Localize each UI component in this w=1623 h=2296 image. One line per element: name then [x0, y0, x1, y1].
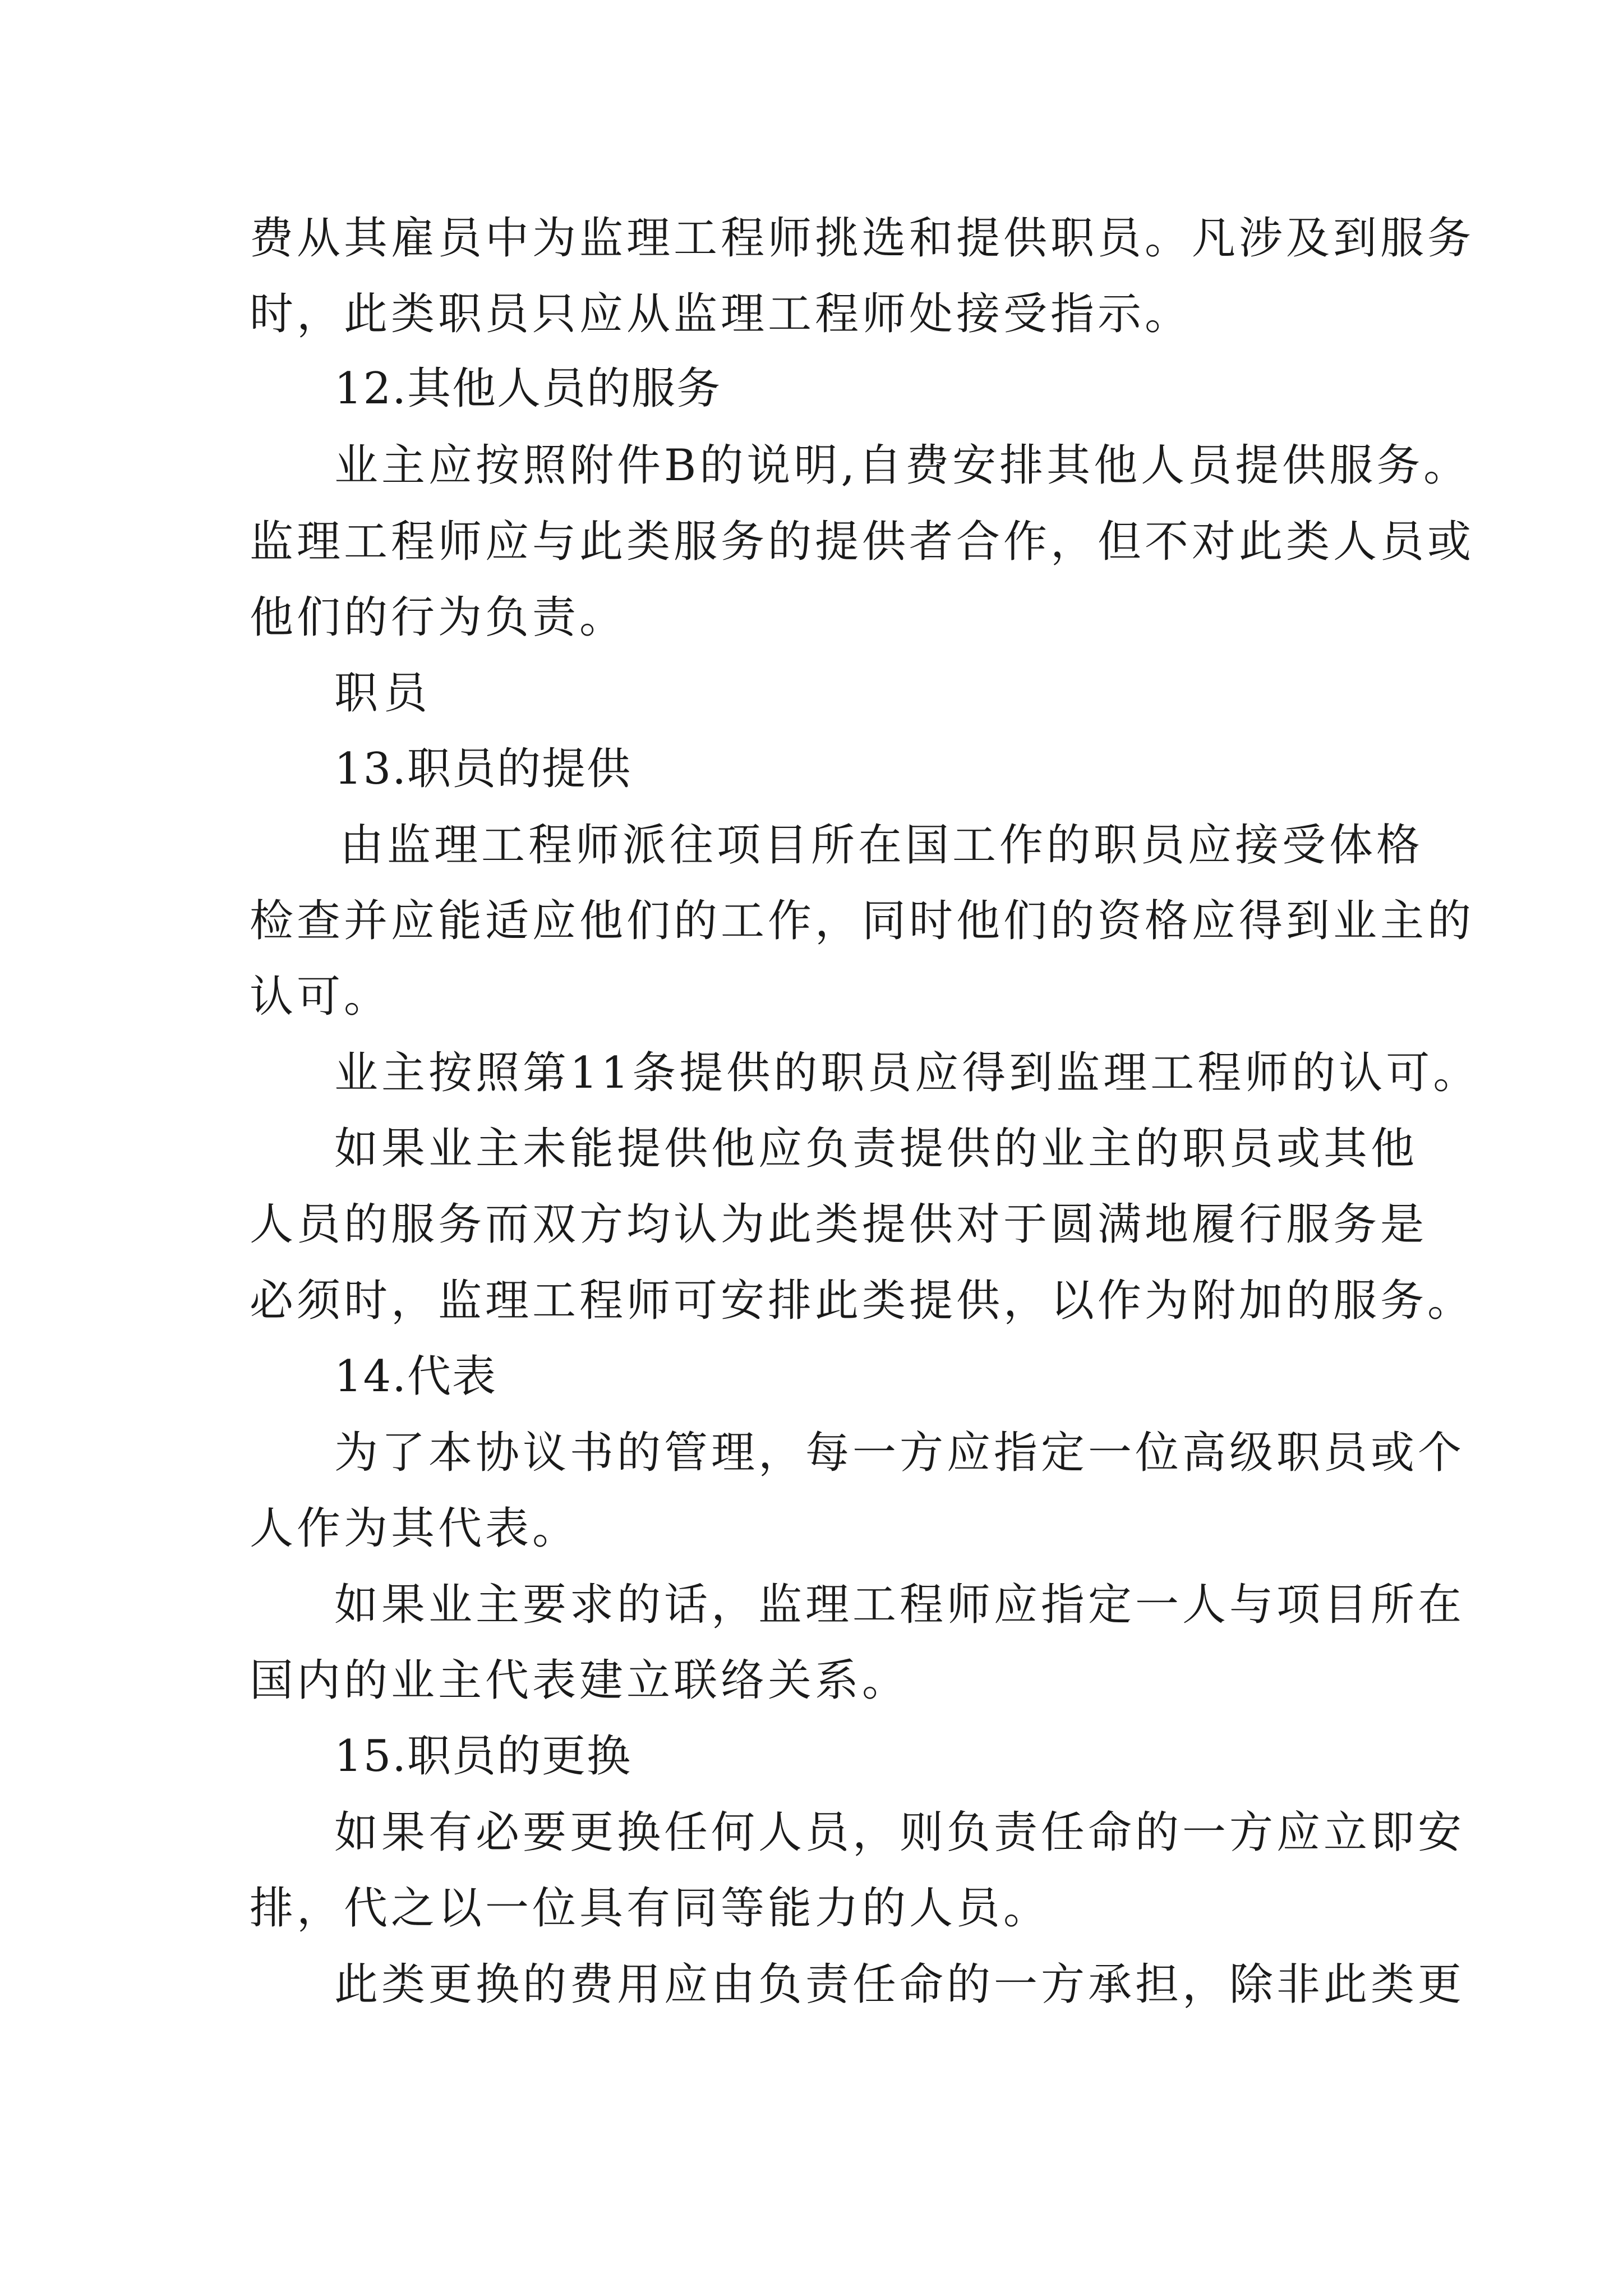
body-line: 如果业主未能提供他应负责提供的业主的职员或其他: [334, 1124, 1418, 1174]
body-line: 由监理工程师派往项目所在国工作的职员应接受体格: [340, 820, 1424, 871]
body-line: 如果业主要求的话，监理工程师应指定一人与项目所在: [334, 1580, 1465, 1630]
body-line: 认可。: [250, 972, 391, 1022]
section-heading: 12.其他人员的服务: [334, 364, 722, 414]
body-line: 为了本协议书的管理，每一方应指定一位高级职员或个: [334, 1428, 1465, 1478]
body-line: 他们的行为负责。: [250, 592, 627, 643]
body-line: 时，此类职员只应从监理工程师处接受指示。: [250, 289, 1192, 339]
body-line: 排，代之以一位具有同等能力的人员。: [250, 1883, 1051, 1934]
body-line: 业主应按照附件B的说明,自费安排其他人员提供服务。: [334, 440, 1471, 491]
section-heading: 14.代表: [334, 1351, 497, 1402]
body-line: 人员的服务而双方均认为此类提供对于圆满地履行服务是: [250, 1199, 1428, 1250]
body-line: 业主按照第11条提供的职员应得到监理工程师的认可。: [334, 1048, 1481, 1098]
body-line: 监理工程师应与此类服务的提供者合作，但不对此类人员或: [250, 517, 1475, 567]
section-heading: 15.职员的更换: [334, 1731, 632, 1782]
section-heading: 职员: [334, 668, 434, 719]
body-line: 费从其雇员中为监理工程师挑选和提供职员。凡涉及到服务: [250, 213, 1475, 264]
body-line: 必须时，监理工程师可安排此类提供，以作为附加的服务。: [250, 1276, 1475, 1326]
section-heading: 13.职员的提供: [334, 744, 632, 794]
body-line: 检查并应能适应他们的工作，同时他们的资格应得到业主的: [250, 896, 1475, 946]
body-line: 国内的业主代表建立联络关系。: [250, 1655, 910, 1706]
body-line: 人作为其代表。: [250, 1503, 580, 1554]
body-line: 如果有必要更换任何人员，则负责任命的一方应立即安: [334, 1807, 1465, 1858]
body-line: 此类更换的费用应由负责任命的一方承担，除非此类更: [334, 1959, 1465, 2010]
